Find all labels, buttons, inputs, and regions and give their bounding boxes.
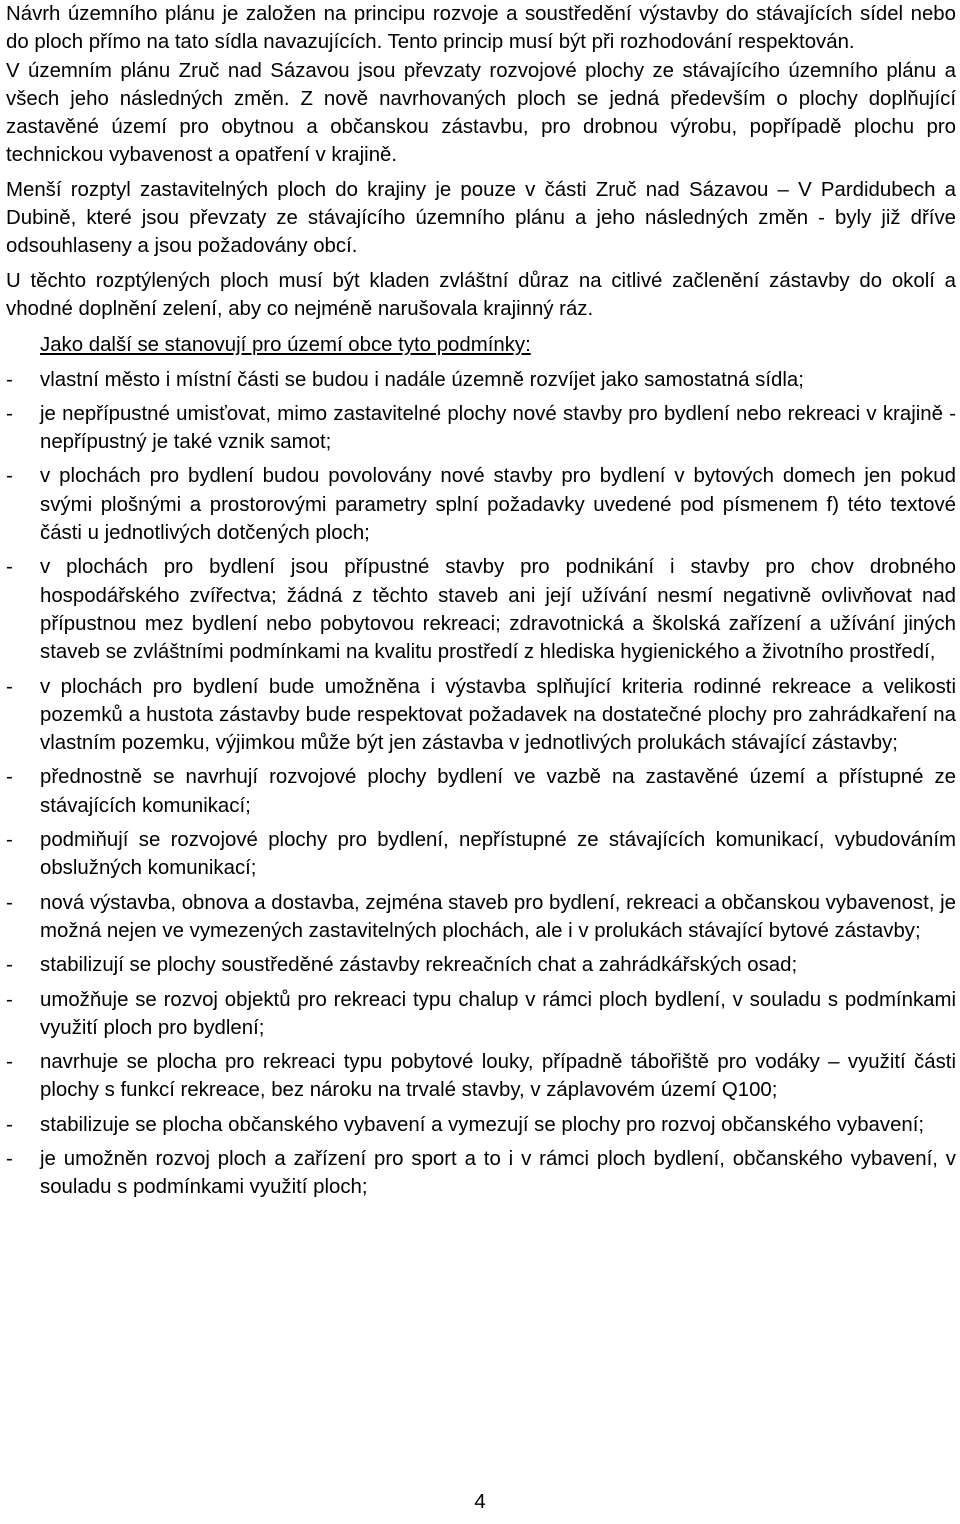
conditions-list [6, 366, 956, 1202]
list-item-text: v plochách pro bydlení jsou přípustné stavby pro podnikání i stavby pro chov drobného hospodářského zvířectva; žádná z těchto staveb ani její užívání nesmí negativně ovlivňovat nad přípustnou mez bydlení nebo pobytovou rekreaci; zdravotnická a školská zařízení a užívání jiných staveb se zvláštními podmínkami na kvalitu prostředí z hlediska hygienického a životního prostředí, [40, 556, 956, 664]
list-bullet: - [6, 1051, 13, 1074]
list-item-text: vlastní město i místní části se budou i nadále územně rozvíjet jako samostatná sídla; [40, 368, 804, 391]
list-bullet: - [6, 1147, 13, 1170]
list-item [6, 366, 956, 394]
list-item [6, 889, 956, 946]
list-item-text: umožňuje se rozvoj objektů pro rekreaci typu chalup v rámci ploch bydlení, v souladu s podmínkami využití ploch pro bydlení; [40, 988, 956, 1039]
list-bullet: - [6, 368, 13, 391]
list-bullet: - [6, 988, 13, 1011]
list-item [6, 673, 956, 758]
landscape-integration-paragraph: U těchto rozptýlených ploch musí být kladen zvláštní důraz na citlivé začlenění zástavby do okolí a vhodné doplnění zelení, aby co nejméně narušovala krajinný ráz. [6, 269, 956, 320]
list-bullet: - [6, 891, 13, 914]
list-item-text: v plochách pro bydlení bude umožněna i výstavba splňující kriteria rodinné rekreace a velikosti pozemků a hustota zástavby bude respektovat požadavek na dostatečné plochy pro zahrádkaření na vlastním pozemku, výjimkou může být jen zástavba v jednotlivých prolukách stávající zástavby; [40, 675, 956, 755]
list-item-text: v plochách pro bydlení budou povolovány nové stavby pro bydlení v bytových domech jen pokud svými plošnými a prostorovými parametry splní požadavky uvedené pod písmenem f) této textové části u jednotlivých dotčených ploch; [40, 465, 956, 545]
list-item-text: stabilizuje se plocha občanského vybavení a vymezují se plochy pro rozvoj občanského vybavení; [40, 1113, 925, 1136]
list-bullet: - [6, 675, 13, 698]
intro-paragraph: Návrh územního plánu je založen na principu rozvoje a soustředění výstavby do stávajících sídel nebo do ploch přímo na tato sídla navazujících. Tento princip musí být při rozhodování respektován. [6, 3, 956, 54]
conditions-heading: Jako další se stanovují pro území obce tyto podmínky: [40, 334, 531, 357]
list-item-text: stabilizují se plochy soustředěné zástavby rekreačních chat a zahrádkářských osad; [40, 954, 798, 977]
list-bullet: - [6, 1113, 13, 1136]
page-number: 4 [474, 1491, 486, 1513]
scattered-areas-paragraph: Menší rozptyl zastavitelných ploch do krajiny je pouze v části Zruč nad Sázavou – V Pardidubech a Dubině, které jsou převzaty ze stávajícího územního plánu a jeho následných změn - byly již dříve odsouhlaseny a jsou požadovány obcí. [6, 178, 956, 258]
development-areas-paragraph: V územním plánu Zruč nad Sázavou jsou převzaty rozvojové plochy ze stávajícího územního plánu a všech jeho následných změn. Z nově navrhovaných ploch se jedná především o plochy doplňující zastavěné území pro obytnou a občanskou zástavbu, pro drobnou výrobu, popřípadě plochu pro technickou vybavenost a opatření v krajině. [6, 59, 956, 167]
list-item-text: nová výstavba, obnova a dostavba, zejména staveb pro bydlení, rekreaci a občanskou vybavenost, je možná nejen ve vymezených zastavitelných plochách, ale i v prolukách stávající bytové zástavby; [40, 891, 956, 942]
list-item [6, 763, 956, 820]
list-item [6, 400, 956, 457]
list-item-text: je nepřípustné umisťovat, mimo zastavitelné plochy nové stavby pro bydlení nebo rekreaci v krajině - nepřípustný je také vznik samot; [40, 402, 956, 454]
list-bullet: - [6, 465, 13, 488]
list-item [6, 553, 956, 666]
list-bullet: - [6, 402, 13, 425]
list-item-text: je umožněn rozvoj ploch a zařízení pro sport a to i v rámci ploch bydlení, občanského vybavení, v souladu s podmínkami využití ploch; [40, 1147, 956, 1199]
list-item [6, 462, 956, 547]
list-item [6, 986, 956, 1043]
list-item-text: navrhuje se plocha pro rekreaci typu pobytové louky, případně tábořiště pro vodáky – využití části plochy s funkcí rekreace, bez nároku na trvalé stavby, v záplavovém území Q100; [40, 1051, 956, 1102]
list-item-text: přednostně se navrhují rozvojové plochy bydlení ve vazbě na zastavěné území a přístupné ze stávajících komunikací; [40, 766, 956, 817]
list-item-text: podmiňují se rozvojové plochy pro bydlení, nepřístupné ze stávajících komunikací, vybudováním obslužných komunikací; [40, 829, 956, 880]
list-bullet: - [6, 556, 13, 579]
list-item [6, 951, 956, 979]
list-bullet: - [6, 954, 13, 977]
list-item [6, 826, 956, 883]
list-item [6, 1048, 956, 1105]
list-bullet: - [6, 829, 13, 852]
document-page [6, 0, 956, 1208]
list-bullet: - [6, 766, 13, 789]
list-item [6, 1111, 956, 1139]
list-item [6, 1145, 956, 1202]
